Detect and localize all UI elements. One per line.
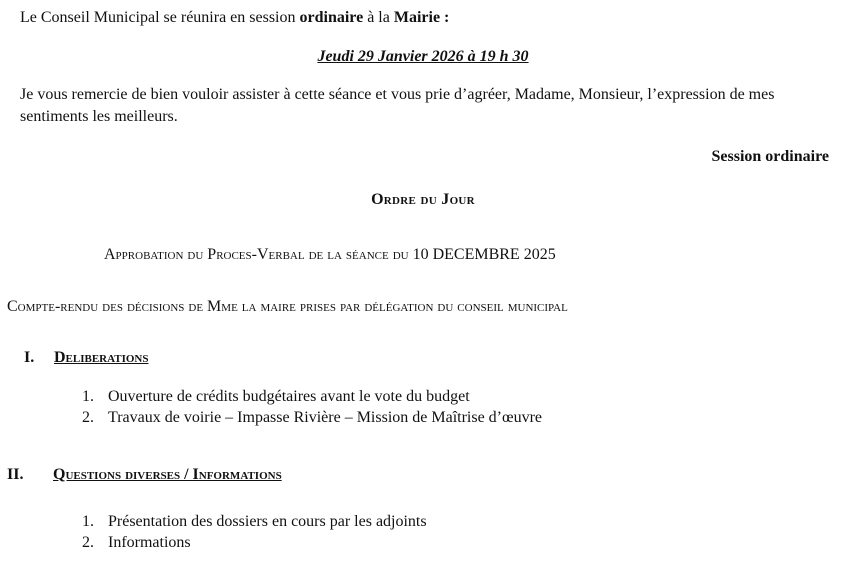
meeting-date: Jeudi 29 Janvier 2026 à 19 h 30 [317, 48, 529, 65]
list-item [82, 408, 542, 428]
convocation-intro [20, 8, 449, 28]
list-item-number: 2. [82, 534, 94, 551]
section-number: II. [7, 466, 24, 483]
intro-middle: à la [363, 9, 394, 26]
thanks-paragraph: Je vous remercie de bien vouloir assister à cette séance et vous prie d’agréer, Madame, Monsieur, l’expression de mes sentiments les meilleurs. [20, 86, 775, 125]
list-item-number: 1. [82, 388, 94, 405]
list-item [82, 387, 470, 407]
list-item [82, 512, 427, 532]
session-label: Session ordinaire [711, 148, 829, 165]
list-item-text: Travaux de voirie – Impasse Rivière – Mission de Maîtrise d’œuvre [108, 409, 542, 426]
section-number: I. [24, 349, 35, 366]
intro-text: Le Conseil Municipal se réunira en session [20, 9, 300, 26]
agenda-title: Ordre du Jour [371, 191, 475, 208]
list-item-text: Présentation des dossiers en cours par les adjoints [108, 513, 427, 530]
list-item-number: 2. [82, 409, 94, 426]
list-item-text: Informations [108, 534, 191, 551]
section-title-questions: Questions diverses / Informations [53, 466, 282, 483]
list-item-text: Ouverture de crédits budgétaires avant le vote du budget [108, 388, 470, 405]
compte-rendu-line: Compte-rendu des décisions de Mme la maire prises par délégation du conseil municipal [7, 298, 568, 315]
approval-line: Approbation du Proces-Verbal de la séance du 10 DECEMBRE 2025 [104, 246, 556, 263]
section-title-deliberations: Deliberations [54, 349, 149, 366]
list-item [82, 533, 191, 553]
intro-place: Mairie : [393, 9, 450, 26]
intro-session-type: ordinaire [299, 9, 364, 26]
list-item-number: 1. [82, 513, 94, 530]
